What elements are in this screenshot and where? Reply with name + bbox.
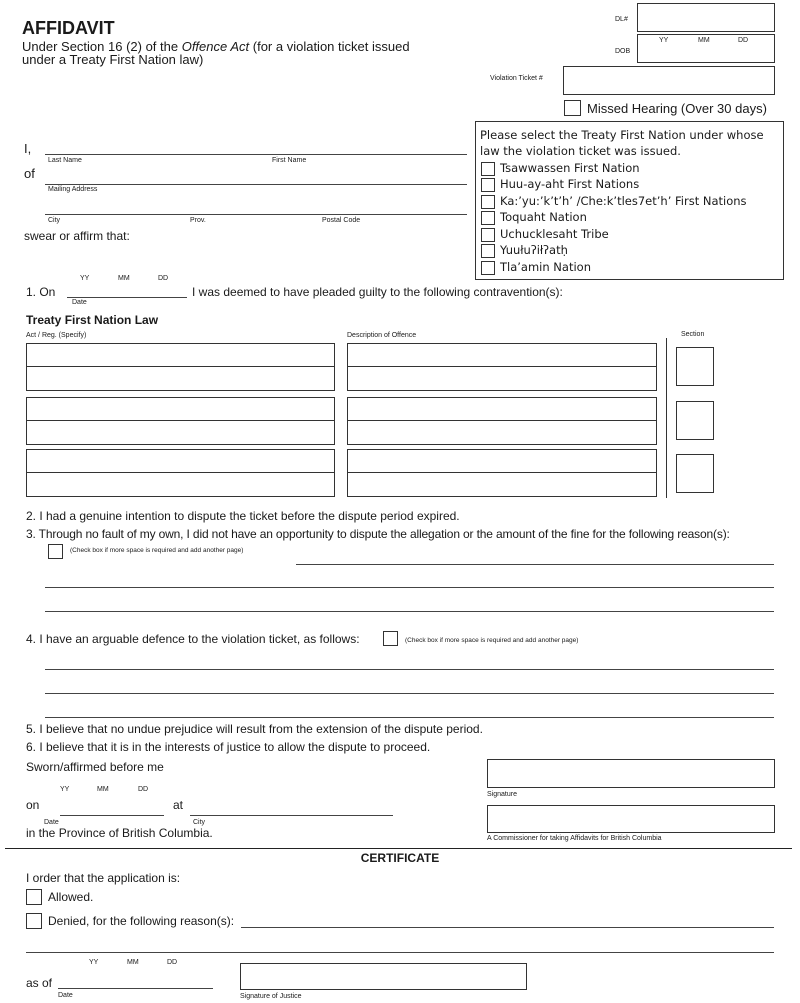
section-divider bbox=[666, 338, 667, 498]
dob-mm: MM bbox=[698, 37, 710, 44]
date-mm: MM bbox=[118, 275, 130, 282]
commissioner-label: A Commissioner for taking Affidavits for British Columbia bbox=[487, 835, 662, 842]
sworn-yy: YY bbox=[60, 786, 70, 793]
certificate-title: CERTIFICATE bbox=[360, 851, 440, 865]
sworn-dd: DD bbox=[138, 786, 149, 793]
swear-text: swear or affirm that: bbox=[24, 229, 130, 243]
description-field[interactable] bbox=[347, 472, 657, 497]
s4-more-space-checkbox[interactable] bbox=[383, 631, 398, 646]
sworn-city-label: City bbox=[193, 819, 206, 826]
certificate-order: I order that the application is: bbox=[26, 871, 181, 885]
nation-checkbox[interactable] bbox=[481, 162, 495, 176]
act-field[interactable] bbox=[26, 472, 335, 497]
table-heading: Treaty First Nation Law bbox=[26, 313, 159, 327]
sworn-before: Sworn/affirmed before me bbox=[26, 760, 164, 774]
section-field[interactable] bbox=[676, 454, 714, 493]
statement-3: 3. Through no fault of my own, I did not have an opportunity to dispute the allegation or the amount of the fine for the following reason(s): bbox=[26, 527, 730, 541]
subtitle-act: Offence Act bbox=[181, 39, 250, 54]
nation-option-label: Toquaht Nation bbox=[500, 210, 587, 224]
s3-reason-line-2[interactable] bbox=[45, 587, 774, 588]
sworn-on: on bbox=[26, 798, 40, 812]
i-label: I, bbox=[24, 141, 32, 156]
statement-5: 5. I believe that no undue prejudice will result from the extension of the dispute period. bbox=[26, 722, 483, 736]
nation-option-label: Tla’amin Nation bbox=[500, 260, 591, 274]
allowed-label: Allowed. bbox=[48, 890, 94, 904]
page-title: AFFIDAVIT bbox=[22, 18, 115, 38]
s4-check-note: (Check box if more space is required and add another page) bbox=[405, 637, 579, 644]
section-field[interactable] bbox=[676, 401, 714, 440]
nation-option-label: Ka:’yu:’k’t’h’ /Che:k’tles7et’h’ First Nations bbox=[500, 194, 747, 208]
description-field[interactable] bbox=[347, 366, 657, 391]
act-field[interactable] bbox=[26, 343, 335, 367]
s3-check-note: (Check box if more space is required and add another page) bbox=[70, 547, 244, 554]
description-field[interactable] bbox=[347, 449, 657, 473]
subtitle-line2: under a Treaty First Nation law) bbox=[22, 52, 204, 67]
item1-date-line[interactable] bbox=[67, 297, 187, 298]
item1-date-label: Date bbox=[72, 299, 87, 306]
denied-reason-line-1[interactable] bbox=[241, 927, 774, 928]
postal-code-label: Postal Code bbox=[322, 217, 361, 224]
description-field[interactable] bbox=[347, 420, 657, 445]
section-divider-line bbox=[5, 848, 792, 849]
sworn-city-line[interactable] bbox=[190, 815, 393, 816]
name-line[interactable] bbox=[45, 154, 467, 155]
nation-option-label: Tsawwassen First Nation bbox=[500, 161, 640, 175]
nation-option-label: Yuułuʔiłʔatḥ bbox=[500, 243, 568, 257]
nation-prompt-2: law the violation ticket was issued. bbox=[480, 144, 681, 158]
statement-6: 6. I believe that it is in the interests of justice to allow the dispute to proceed. bbox=[26, 740, 431, 754]
s4-defence-line-2[interactable] bbox=[45, 693, 774, 694]
dl-field[interactable] bbox=[637, 3, 775, 32]
commissioner-field[interactable] bbox=[487, 805, 775, 833]
section-field[interactable] bbox=[676, 347, 714, 386]
cert-date-label: Date bbox=[58, 992, 73, 999]
of-label: of bbox=[24, 166, 35, 181]
item1-text: I was deemed to have pleaded guilty to the following contravention(s): bbox=[192, 285, 563, 299]
nation-checkbox[interactable] bbox=[481, 211, 495, 225]
sworn-province: in the Province of British Columbia. bbox=[26, 826, 213, 840]
cert-date-line[interactable] bbox=[58, 988, 213, 989]
mailing-address-label: Mailing Address bbox=[48, 186, 98, 193]
nation-prompt-1: Please select the Treaty First Nation under whose bbox=[480, 128, 764, 142]
justice-signature-field[interactable] bbox=[240, 963, 527, 990]
city-line[interactable] bbox=[45, 214, 467, 215]
prov-label: Prov. bbox=[190, 217, 206, 224]
s3-reason-line-3[interactable] bbox=[45, 611, 774, 612]
ticket-label: Violation Ticket # bbox=[490, 75, 543, 82]
nation-checkbox[interactable] bbox=[481, 261, 495, 275]
dob-dd: DD bbox=[738, 37, 749, 44]
nation-option-label: Huu-ay-aht First Nations bbox=[500, 177, 640, 191]
col-section-label: Section bbox=[681, 331, 705, 338]
justice-signature-label: Signature of Justice bbox=[240, 993, 302, 1000]
col-desc-label: Description of Offence bbox=[347, 332, 417, 339]
act-field[interactable] bbox=[26, 449, 335, 473]
nation-checkbox[interactable] bbox=[481, 178, 495, 192]
as-of-label: as of bbox=[26, 976, 53, 990]
subtitle-pre: Under Section 16 (2) of the bbox=[22, 39, 182, 54]
statement-2: 2. I had a genuine intention to dispute the ticket before the dispute period expired. bbox=[26, 509, 460, 523]
act-field[interactable] bbox=[26, 397, 335, 421]
cert-mm: MM bbox=[127, 959, 139, 966]
dob-yy: YY bbox=[659, 37, 669, 44]
act-field[interactable] bbox=[26, 366, 335, 391]
act-field[interactable] bbox=[26, 420, 335, 445]
last-name-label: Last Name bbox=[48, 157, 82, 164]
nation-checkbox[interactable] bbox=[481, 228, 495, 242]
statement-4: 4. I have an arguable defence to the violation ticket, as follows: bbox=[26, 632, 360, 646]
mailing-address-line[interactable] bbox=[45, 184, 467, 185]
cert-dd: DD bbox=[167, 959, 178, 966]
signature-field[interactable] bbox=[487, 759, 775, 788]
sworn-mm: MM bbox=[97, 786, 109, 793]
item1-on: 1. On bbox=[26, 285, 56, 299]
s4-defence-line-3[interactable] bbox=[45, 717, 774, 718]
allowed-checkbox[interactable] bbox=[26, 889, 42, 905]
ticket-field[interactable] bbox=[563, 66, 775, 95]
sworn-date-label: Date bbox=[44, 819, 59, 826]
description-field[interactable] bbox=[347, 397, 657, 421]
nation-checkbox[interactable] bbox=[481, 244, 495, 258]
s3-more-space-checkbox[interactable] bbox=[48, 544, 63, 559]
missed-hearing-checkbox[interactable] bbox=[564, 100, 581, 116]
signature-label: Signature bbox=[487, 791, 517, 798]
denied-reason-line-2[interactable] bbox=[26, 952, 774, 953]
sworn-at: at bbox=[173, 798, 184, 812]
date-dd: DD bbox=[158, 275, 169, 282]
date-yy: YY bbox=[80, 275, 90, 282]
nation-option-label: Uchucklesaht Tribe bbox=[500, 227, 609, 241]
missed-hearing-label: Missed Hearing (Over 30 days) bbox=[587, 101, 767, 116]
cert-yy: YY bbox=[89, 959, 99, 966]
dl-label: DL# bbox=[615, 16, 628, 23]
col-act-label: Act / Reg. (Specify) bbox=[26, 332, 87, 339]
denied-checkbox[interactable] bbox=[26, 913, 42, 929]
city-label: City bbox=[48, 217, 61, 224]
s4-defence-line-1[interactable] bbox=[45, 669, 774, 670]
subtitle-post: (for a violation ticket issued bbox=[249, 39, 410, 54]
denied-label: Denied, for the following reason(s): bbox=[48, 914, 235, 928]
description-field[interactable] bbox=[347, 343, 657, 367]
sworn-date-line[interactable] bbox=[60, 815, 164, 816]
dob-label: DOB bbox=[615, 48, 631, 55]
s3-reason-line-1[interactable] bbox=[296, 564, 774, 565]
nation-checkbox[interactable] bbox=[481, 195, 495, 209]
first-name-label: First Name bbox=[272, 157, 307, 164]
